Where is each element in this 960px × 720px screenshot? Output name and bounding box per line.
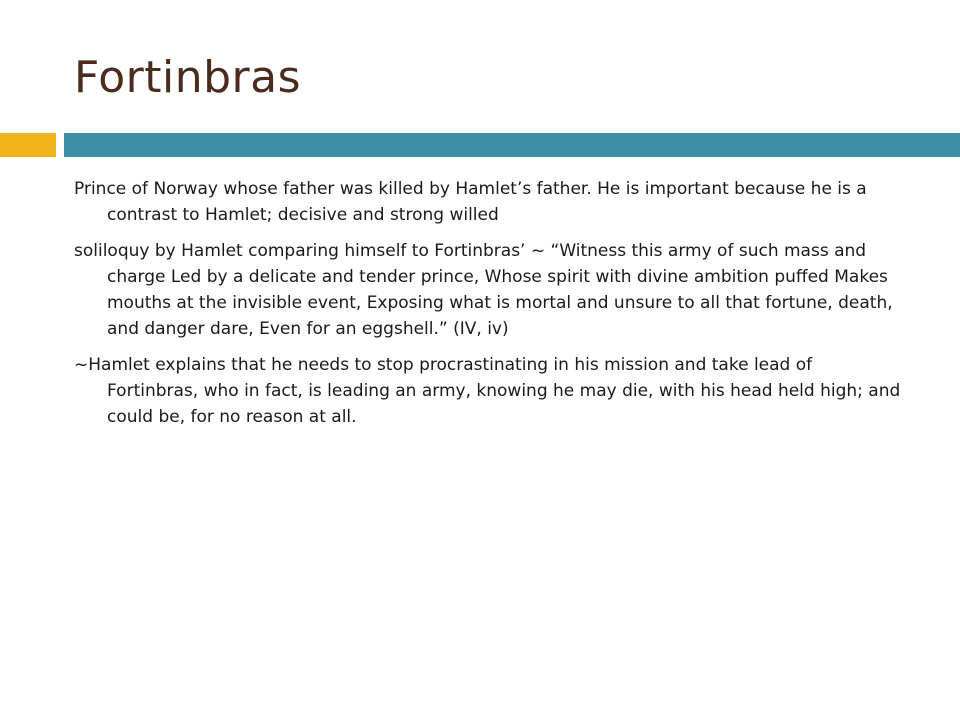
title-accent-bar-teal (64, 133, 960, 157)
paragraph-soliloquy-quote: soliloquy by Hamlet comparing himself to Fortinbras’ ~ “Witness this army of such mass and charge Led by a delicate and tender prince, Whose spirit with divine ambition puffed Makes mouths at the invisible event, Exposing what is mortal and unsure to all that fortune, death, and danger dare, Even for an eggshell.” (IV, iv) (74, 241, 893, 339)
slide-title: Fortinbras (74, 52, 302, 103)
paragraph-prince-of-norway: Prince of Norway whose father was killed by Hamlet’s father. He is important because he is a contrast to Hamlet; decisive and strong willed (74, 179, 867, 225)
paragraph-hamlet-explains: ~Hamlet explains that he needs to stop procrastinating in his mission and take lead of Fortinbras, who in fact, is leading an army, knowing he may die, with his head held high; and could be, for no reason at all. (74, 355, 901, 427)
slide-body (74, 176, 902, 440)
title-accent-bar-orange (0, 133, 56, 157)
